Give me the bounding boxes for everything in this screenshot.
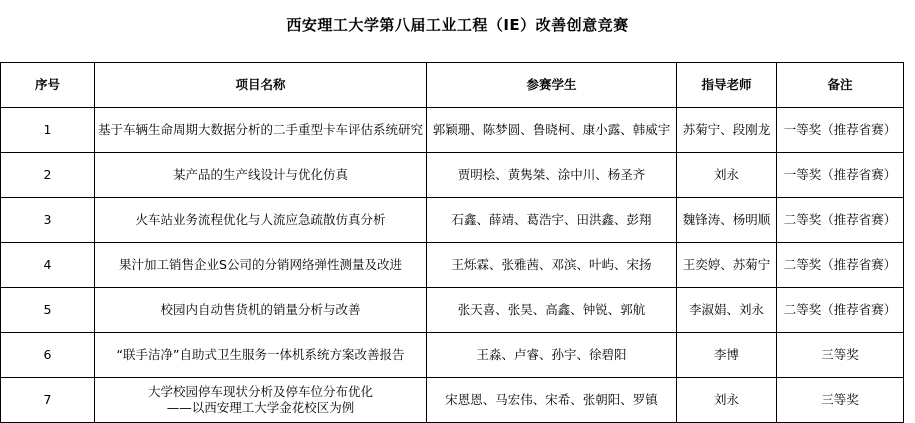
header-students: 参赛学生 <box>427 63 677 108</box>
row-note: 一等奖（推荐省赛） <box>777 153 904 198</box>
row-project-name <box>95 153 427 198</box>
row-project-name <box>95 333 427 378</box>
row-project-name <box>95 378 427 423</box>
row-students: 王烁霖、张雅茜、邓滨、叶屿、宋扬 <box>427 243 677 288</box>
table-row <box>1 243 904 288</box>
header-no: 序号 <box>1 63 95 108</box>
row-students: 石鑫、薛靖、葛浩宇、田洪鑫、彭翔 <box>427 198 677 243</box>
header-note: 备注 <box>777 63 904 108</box>
row-students: 郭颖珊、陈梦圆、鲁晓柯、康小露、韩威宇 <box>427 108 677 153</box>
row-no: 1 <box>1 108 95 153</box>
table-row <box>1 333 904 378</box>
row-project-name <box>95 288 427 333</box>
project-name-subtitle: ——以西安理工大学金花校区为例 <box>166 400 355 415</box>
project-name-line: 校园内自动售货机的销量分析与改善 <box>160 302 361 317</box>
awards-table <box>0 62 904 423</box>
header-row <box>1 63 904 108</box>
row-project-name <box>95 243 427 288</box>
row-advisors: 王奕婷、苏菊宁 <box>677 243 777 288</box>
project-name-line: 火车站业务流程优化与人流应急疏散仿真分析 <box>135 212 386 227</box>
row-students: 宋恩恩、马宏伟、宋希、张朝阳、罗镇 <box>427 378 677 423</box>
project-name-line: 大学校园停车现状分析及停车位分布优化 <box>147 384 373 399</box>
table-row <box>1 108 904 153</box>
row-project-name <box>95 198 427 243</box>
row-no: 7 <box>1 378 95 423</box>
header-project-name: 项目名称 <box>95 63 427 108</box>
row-project-name <box>95 108 427 153</box>
project-name-line: 基于车辆生命周期大数据分析的二手重型卡车评估系统研究 <box>97 122 423 137</box>
row-note: 二等奖（推荐省赛） <box>777 198 904 243</box>
project-name-line: “联手洁净”自助式卫生服务一体机系统方案改善报告 <box>116 347 405 362</box>
row-no: 6 <box>1 333 95 378</box>
row-no: 2 <box>1 153 95 198</box>
row-note: 三等奖 <box>777 333 904 378</box>
table-row <box>1 153 904 198</box>
row-advisors: 李淑娟、刘永 <box>677 288 777 333</box>
project-name-line: 某产品的生产线设计与优化仿真 <box>172 167 348 182</box>
row-advisors: 苏菊宁、段刚龙 <box>677 108 777 153</box>
table-row <box>1 378 904 423</box>
table-row <box>1 288 904 333</box>
row-no: 3 <box>1 198 95 243</box>
row-note: 二等奖（推荐省赛） <box>777 243 904 288</box>
header-advisors: 指导老师 <box>677 63 777 108</box>
row-advisors: 刘永 <box>677 153 777 198</box>
table-row <box>1 198 904 243</box>
row-students: 张天喜、张昊、高鑫、钟锐、郭航 <box>427 288 677 333</box>
row-no: 4 <box>1 243 95 288</box>
row-advisors: 李博 <box>677 333 777 378</box>
page-title: 西安理工大学第八届工业工程（IE）改善创意竞赛 <box>286 16 629 34</box>
row-students: 贾明桧、黄隽桀、涂中川、杨圣齐 <box>427 153 677 198</box>
row-note: 二等奖（推荐省赛） <box>777 288 904 333</box>
row-advisors: 刘永 <box>677 378 777 423</box>
project-name-line: 果汁加工销售企业S公司的分销网络弹性测量及改进 <box>119 257 402 272</box>
row-advisors: 魏锋涛、杨明顺 <box>677 198 777 243</box>
row-no: 5 <box>1 288 95 333</box>
row-note: 一等奖（推荐省赛） <box>777 108 904 153</box>
row-students: 王淼、卢睿、孙宇、徐碧阳 <box>427 333 677 378</box>
row-note: 三等奖 <box>777 378 904 423</box>
